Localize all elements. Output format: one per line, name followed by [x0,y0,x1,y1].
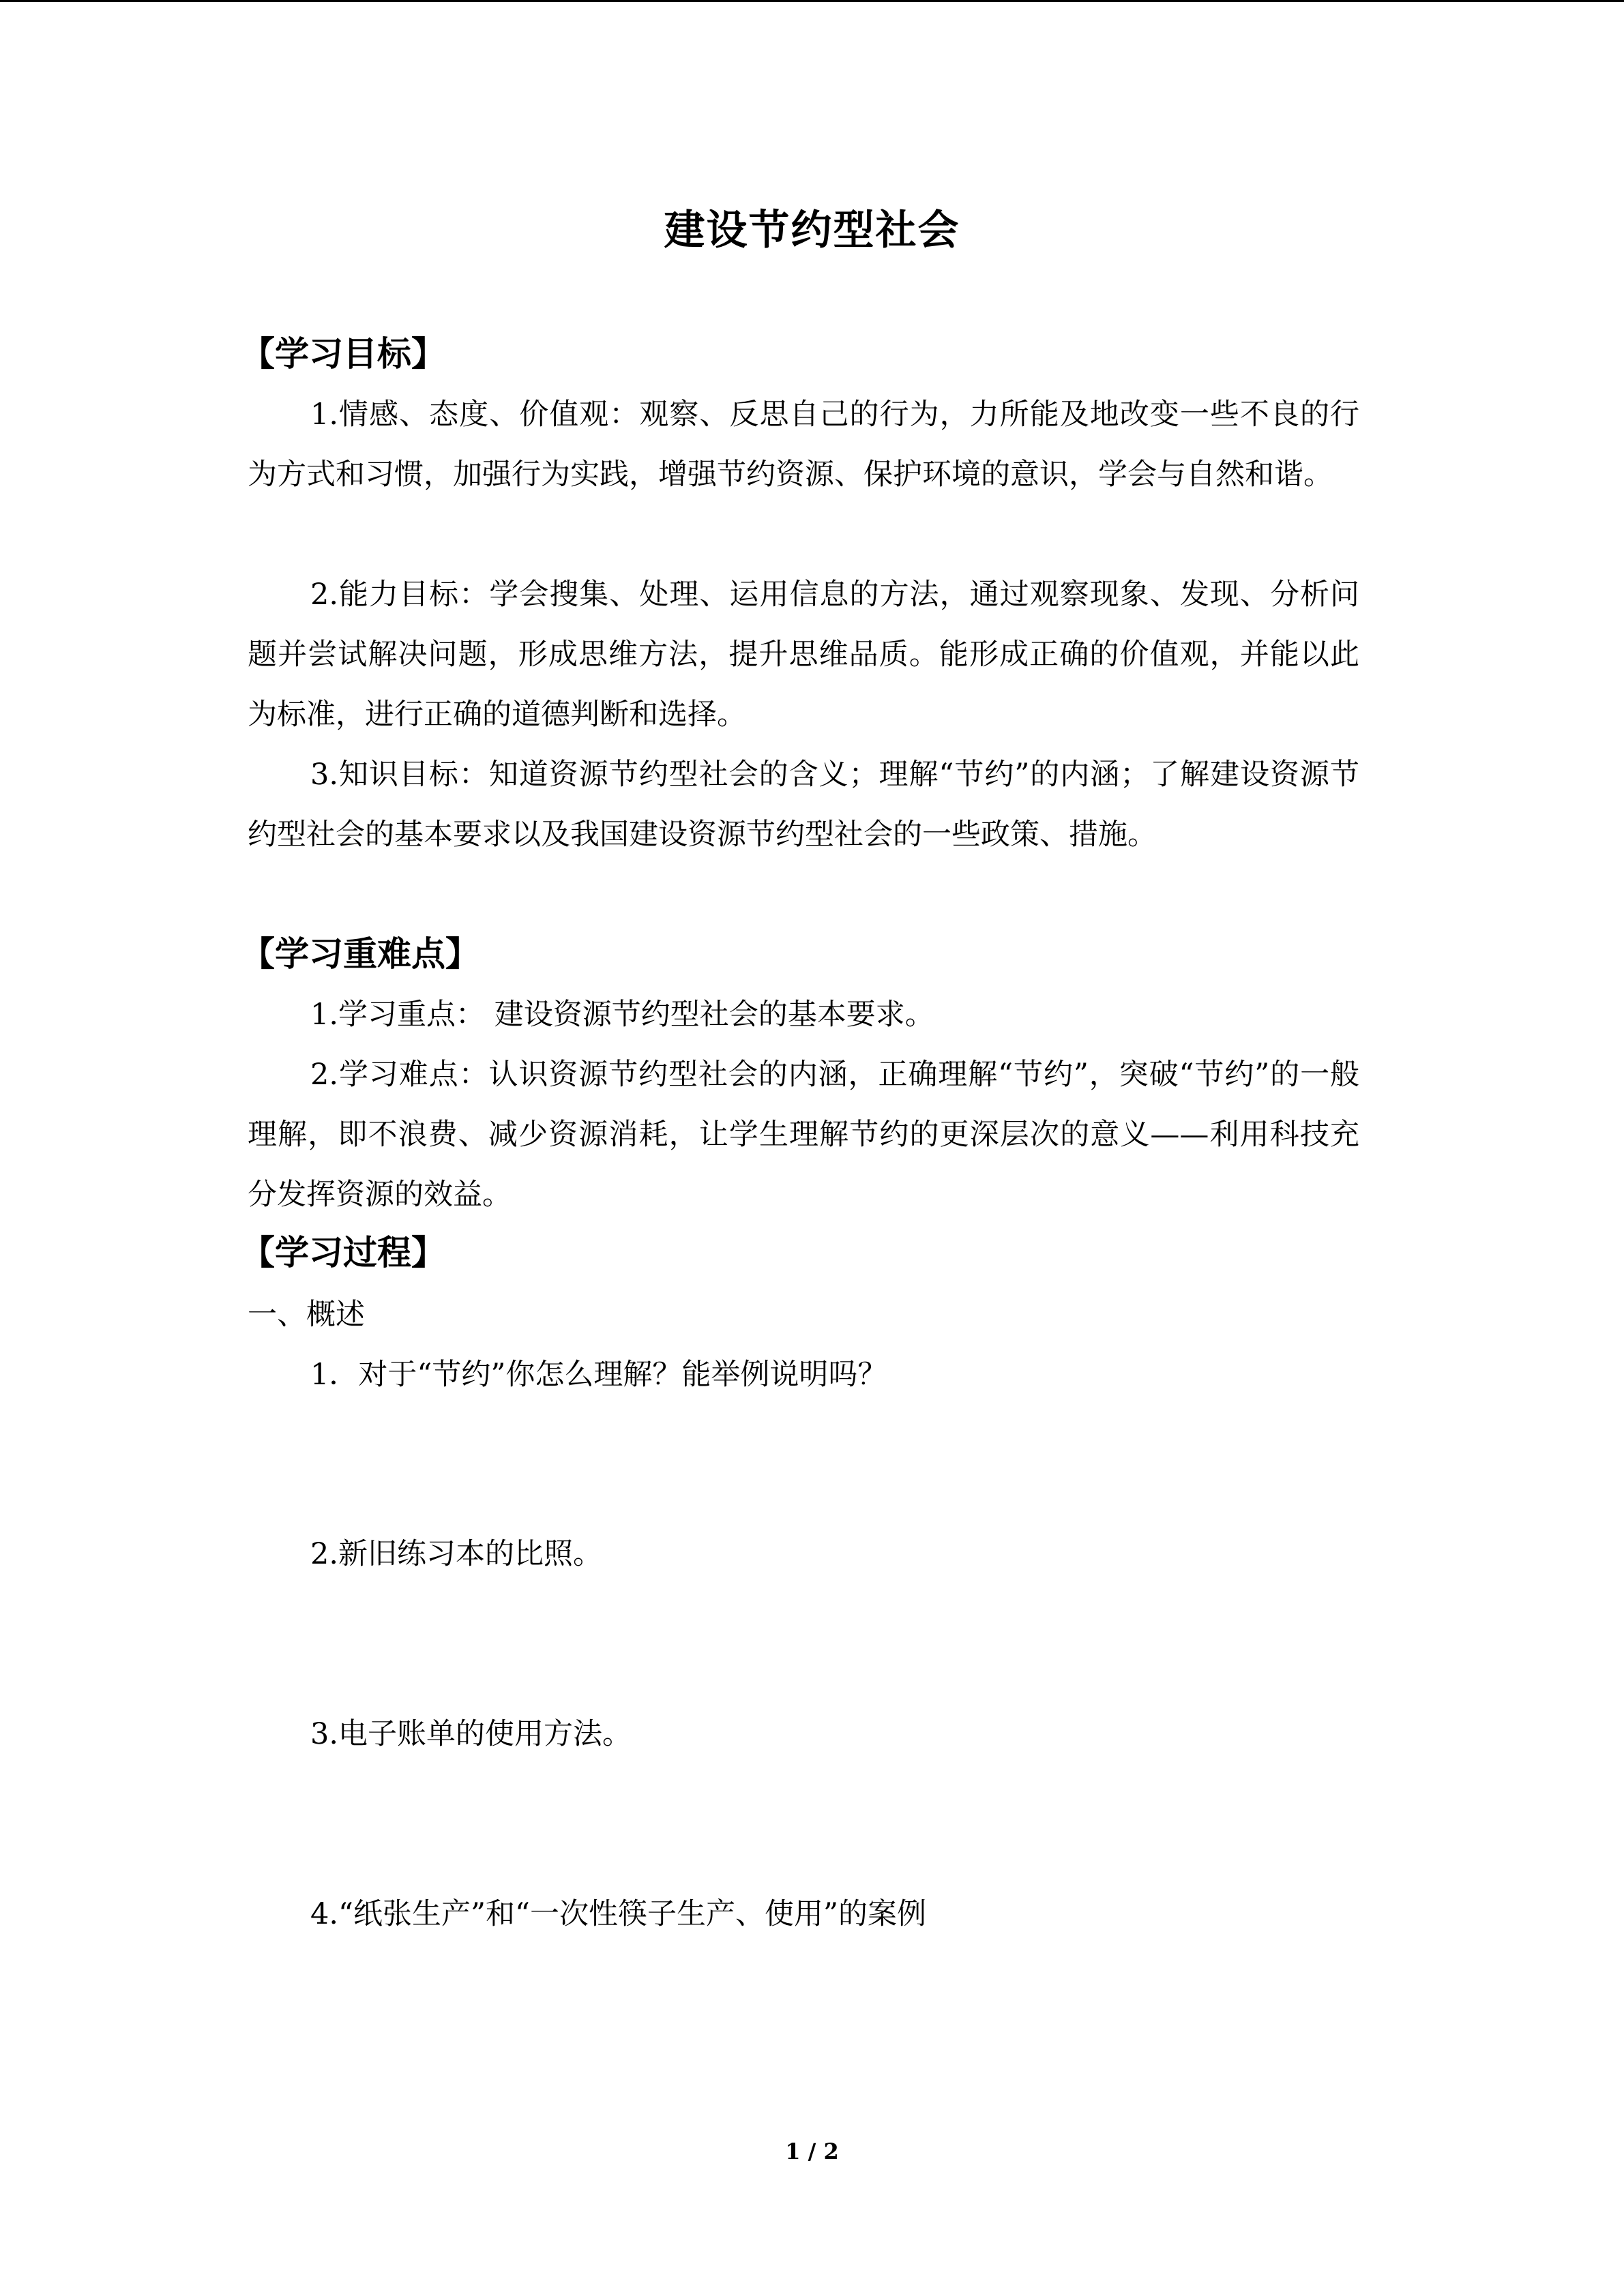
section-heading-process: 【学习过程】 [241,1233,445,1272]
key-point-focus: 1.学习重点： 建设资源节约型社会的基本要求。 [310,998,934,1032]
process-item-understanding: 1．对于“节约”你怎么理解？能举例说明吗？ [310,1358,887,1392]
key-point-difficulty: 2.学习难点：认识资源节约型社会的内涵，正确理解“节约”，突破“节约”的一般理解，即不浪费、减少资源消耗，让学生理解节约的更深层次的意义——利用科技充分发挥资源的效益。 [248,1058,1359,1212]
process-item-case-study: 4.“纸张生产”和“一次性筷子生产、使用”的案例 [310,1897,926,1931]
page-number: 1 / 2 [785,2138,839,2164]
section-heading-key-points: 【学习重难点】 [241,934,479,974]
process-item-notebook-compare: 2.新旧练习本的比照。 [310,1537,603,1571]
process-subheading-overview: 一、概述 [248,1298,365,1332]
goal-item-ability: 2.能力目标：学会搜集、处理、运用信息的方法，通过观察现象、发现、分析问题并尝试解决问题，形成思维方法，提升思维品质。能形成正确的价值观，并能以此为标准，进行正确的道德判断和选择。 [248,578,1359,732]
goal-item-emotion: 1.情感、态度、价值观：观察、反思自己的行为，力所能及地改变一些不良的行为方式和习惯，加强行为实践，增强节约资源、保护环境的意识，学会与自然和谐。 [248,398,1359,492]
process-item-e-bill: 3.电子账单的使用方法。 [310,1717,632,1751]
goal-item-knowledge: 3.知识目标：知道资源节约型社会的含义；理解“节约”的内涵；了解建设资源节约型社会的基本要求以及我国建设资源节约型社会的一些政策、措施。 [248,758,1359,852]
section-heading-goals: 【学习目标】 [241,334,445,374]
document-title: 建设节约型社会 [664,207,960,254]
